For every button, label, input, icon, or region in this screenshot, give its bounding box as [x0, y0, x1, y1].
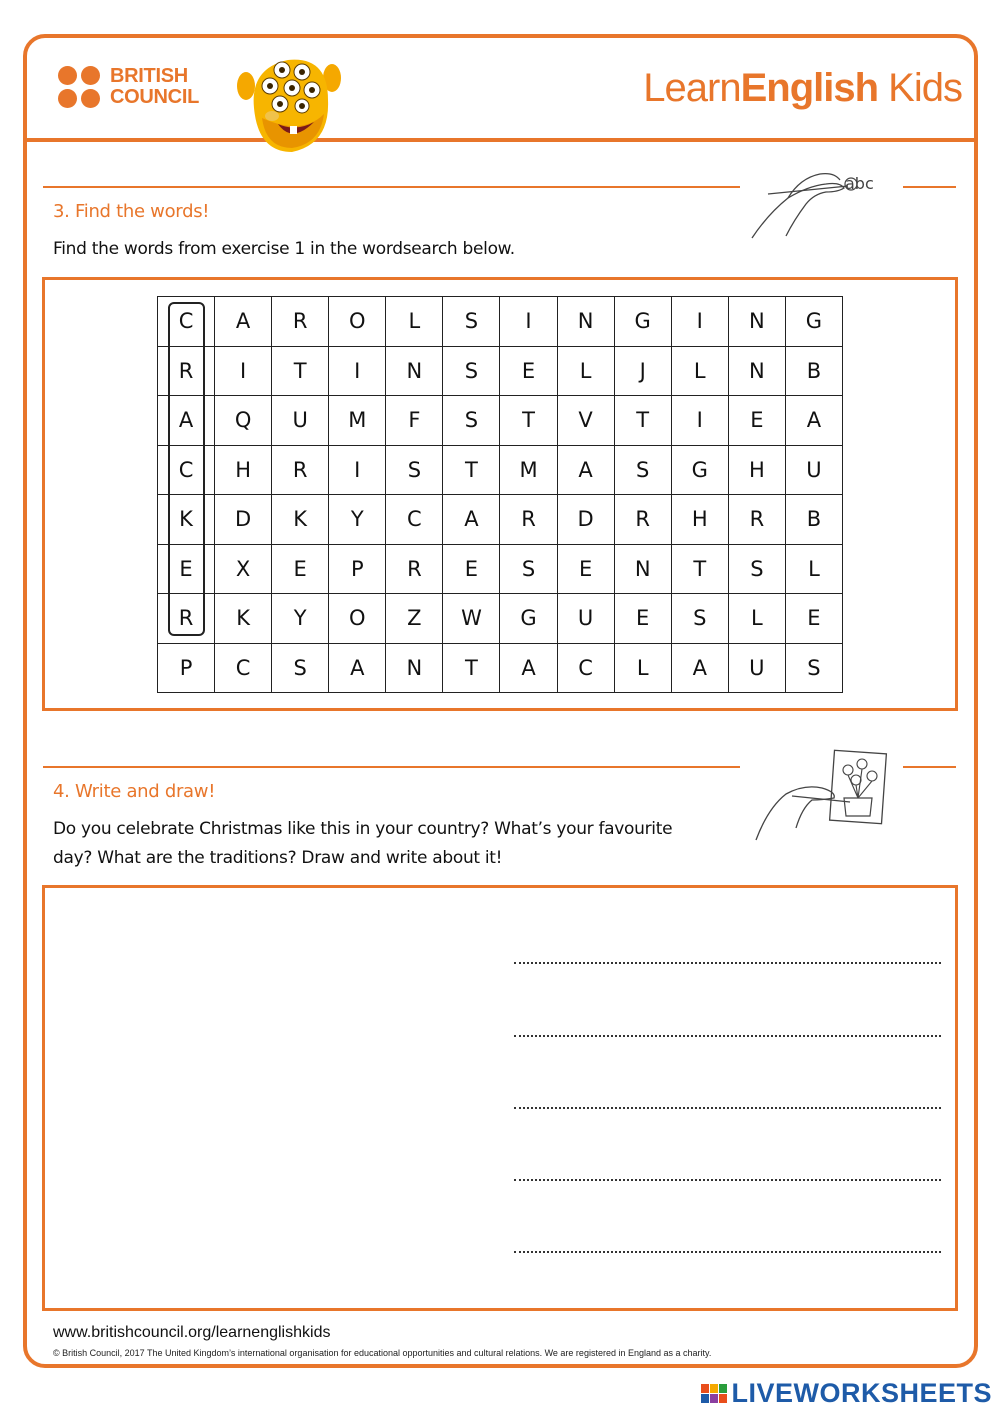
grid-cell[interactable]: R	[386, 545, 443, 595]
grid-cell[interactable]: T	[672, 545, 729, 595]
grid-cell[interactable]: K	[215, 594, 272, 644]
grid-cell[interactable]: I	[672, 297, 729, 347]
found-word-highlight	[168, 302, 205, 636]
grid-cell[interactable]: E	[443, 545, 500, 595]
grid-cell[interactable]: S	[729, 545, 786, 595]
exercise3-rule-right	[903, 186, 956, 188]
grid-cell[interactable]: A	[215, 297, 272, 347]
grid-cell[interactable]: U	[729, 644, 786, 694]
grid-cell[interactable]: L	[615, 644, 672, 694]
grid-cell[interactable]: T	[500, 396, 557, 446]
grid-cell[interactable]: T	[272, 347, 329, 397]
grid-cell[interactable]: H	[729, 446, 786, 496]
writing-hand-icon	[748, 164, 898, 244]
grid-cell[interactable]: R	[158, 594, 215, 644]
grid-cell[interactable]: T	[443, 446, 500, 496]
grid-cell[interactable]: E	[729, 396, 786, 446]
grid-cell[interactable]: B	[786, 495, 843, 545]
exercise4-instruction-line2: day? What are the traditions? Draw and write about it!	[53, 848, 503, 868]
grid-cell[interactable]: N	[386, 347, 443, 397]
grid-cell[interactable]: O	[329, 297, 386, 347]
writing-line[interactable]	[514, 1179, 941, 1181]
grid-cell[interactable]: E	[500, 347, 557, 397]
grid-cell[interactable]: W	[443, 594, 500, 644]
grid-cell[interactable]: R	[729, 495, 786, 545]
british-council-logo	[58, 66, 228, 110]
grid-cell[interactable]: N	[386, 644, 443, 694]
grid-cell[interactable]: A	[672, 644, 729, 694]
grid-cell[interactable]: P	[158, 644, 215, 694]
exercise4-instruction	[53, 815, 672, 873]
grid-cell[interactable]: E	[272, 545, 329, 595]
grid-cell[interactable]: S	[443, 396, 500, 446]
grid-cell[interactable]: I	[672, 396, 729, 446]
grid-cell[interactable]: A	[786, 396, 843, 446]
exercise4-rule-right	[903, 766, 956, 768]
grid-cell[interactable]: R	[500, 495, 557, 545]
grid-cell[interactable]: O	[329, 594, 386, 644]
grid-cell[interactable]: T	[615, 396, 672, 446]
grid-cell[interactable]: Y	[329, 495, 386, 545]
wordsearch-grid	[157, 296, 843, 693]
grid-cell[interactable]: N	[729, 297, 786, 347]
exercise3-rule	[43, 186, 740, 188]
drawing-hand-icon	[752, 748, 892, 848]
draw-and-write-box	[42, 885, 958, 1311]
grid-cell[interactable]: G	[615, 297, 672, 347]
writing-line[interactable]	[514, 1035, 941, 1037]
grid-cell[interactable]: S	[386, 446, 443, 496]
footer-url: www.britishcouncil.org/learnenglishkids	[53, 1324, 331, 1341]
grid-cell[interactable]: E	[786, 594, 843, 644]
grid-cell[interactable]: S	[615, 446, 672, 496]
grid-cell[interactable]: I	[215, 347, 272, 397]
abc-label: abc	[845, 174, 874, 193]
grid-cell[interactable]: N	[558, 297, 615, 347]
grid-cell[interactable]: R	[615, 495, 672, 545]
grid-cell[interactable]: L	[729, 594, 786, 644]
grid-cell[interactable]: S	[272, 644, 329, 694]
grid-cell[interactable]: U	[272, 396, 329, 446]
header-divider	[25, 138, 976, 142]
grid-cell[interactable]: L	[558, 347, 615, 397]
grid-cell[interactable]: H	[215, 446, 272, 496]
grid-cell[interactable]: I	[500, 297, 557, 347]
grid-cell[interactable]: D	[558, 495, 615, 545]
british-council-wordmark: BRITISH COUNCIL	[110, 65, 200, 108]
grid-cell[interactable]: V	[558, 396, 615, 446]
grid-cell[interactable]: A	[329, 644, 386, 694]
grid-cell[interactable]: C	[158, 446, 215, 496]
british-council-dots-icon	[58, 66, 102, 110]
learnenglish-kids-logo: LearnEnglish Kids	[643, 66, 962, 110]
grid-cell[interactable]: G	[672, 446, 729, 496]
grid-cell[interactable]: G	[786, 297, 843, 347]
grid-cell[interactable]: K	[158, 495, 215, 545]
grid-cell[interactable]: Y	[272, 594, 329, 644]
exercise4-instruction-line1: Do you celebrate Christmas like this in your country? What’s your favourite	[53, 819, 673, 839]
grid-cell[interactable]: S	[786, 644, 843, 694]
writing-line[interactable]	[514, 962, 941, 964]
grid-cell[interactable]: I	[329, 347, 386, 397]
grid-cell[interactable]: Z	[386, 594, 443, 644]
grid-cell[interactable]: X	[215, 545, 272, 595]
grid-cell[interactable]: N	[615, 545, 672, 595]
grid-cell[interactable]: L	[672, 347, 729, 397]
grid-cell[interactable]: S	[443, 347, 500, 397]
grid-cell[interactable]: A	[558, 446, 615, 496]
grid-cell[interactable]: Q	[215, 396, 272, 446]
grid-cell[interactable]: D	[215, 495, 272, 545]
writing-line[interactable]	[514, 1251, 941, 1253]
grid-cell[interactable]: R	[272, 297, 329, 347]
grid-cell[interactable]: L	[786, 545, 843, 595]
grid-cell[interactable]: E	[558, 545, 615, 595]
writing-line[interactable]	[514, 1107, 941, 1109]
grid-cell[interactable]: G	[500, 594, 557, 644]
monster-mascot-icon	[232, 48, 344, 160]
exercise4-rule	[43, 766, 740, 768]
exercise4-title: 4. Write and draw!	[53, 781, 216, 802]
grid-cell[interactable]: C	[215, 644, 272, 694]
grid-cell[interactable]: J	[615, 347, 672, 397]
grid-cell[interactable]: P	[329, 545, 386, 595]
grid-cell[interactable]: C	[386, 495, 443, 545]
exercise3-instruction: Find the words from exercise 1 in the wordsearch below.	[53, 239, 515, 259]
grid-cell[interactable]: S	[672, 594, 729, 644]
grid-cell[interactable]: N	[729, 347, 786, 397]
grid-cell[interactable]: A	[500, 644, 557, 694]
liveworksheets-mark-icon	[701, 1384, 727, 1403]
grid-cell[interactable]: K	[272, 495, 329, 545]
grid-cell[interactable]: S	[443, 297, 500, 347]
grid-cell[interactable]: C	[558, 644, 615, 694]
grid-cell[interactable]: M	[500, 446, 557, 496]
grid-cell[interactable]: A	[443, 495, 500, 545]
grid-cell[interactable]: E	[615, 594, 672, 644]
grid-cell[interactable]: A	[158, 396, 215, 446]
grid-cell[interactable]: C	[158, 297, 215, 347]
grid-cell[interactable]: U	[558, 594, 615, 644]
grid-cell[interactable]: R	[158, 347, 215, 397]
grid-cell[interactable]: R	[272, 446, 329, 496]
grid-cell[interactable]: I	[329, 446, 386, 496]
liveworksheets-logo	[701, 1378, 992, 1408]
grid-cell[interactable]: U	[786, 446, 843, 496]
footer-copyright: © British Council, 2017 The United Kingdom’s international organisation for educational opportunities and cultural relations. We are registered in England as a charity.	[53, 1348, 712, 1358]
grid-cell[interactable]: F	[386, 396, 443, 446]
grid-cell[interactable]: S	[500, 545, 557, 595]
grid-cell[interactable]: H	[672, 495, 729, 545]
grid-cell[interactable]: T	[443, 644, 500, 694]
grid-cell[interactable]: L	[386, 297, 443, 347]
exercise3-title: 3. Find the words!	[53, 201, 210, 222]
grid-cell[interactable]: B	[786, 347, 843, 397]
grid-cell[interactable]: E	[158, 545, 215, 595]
grid-cell[interactable]: M	[329, 396, 386, 446]
liveworksheets-wordmark: LIVEWORKSHEETS	[731, 1377, 992, 1408]
